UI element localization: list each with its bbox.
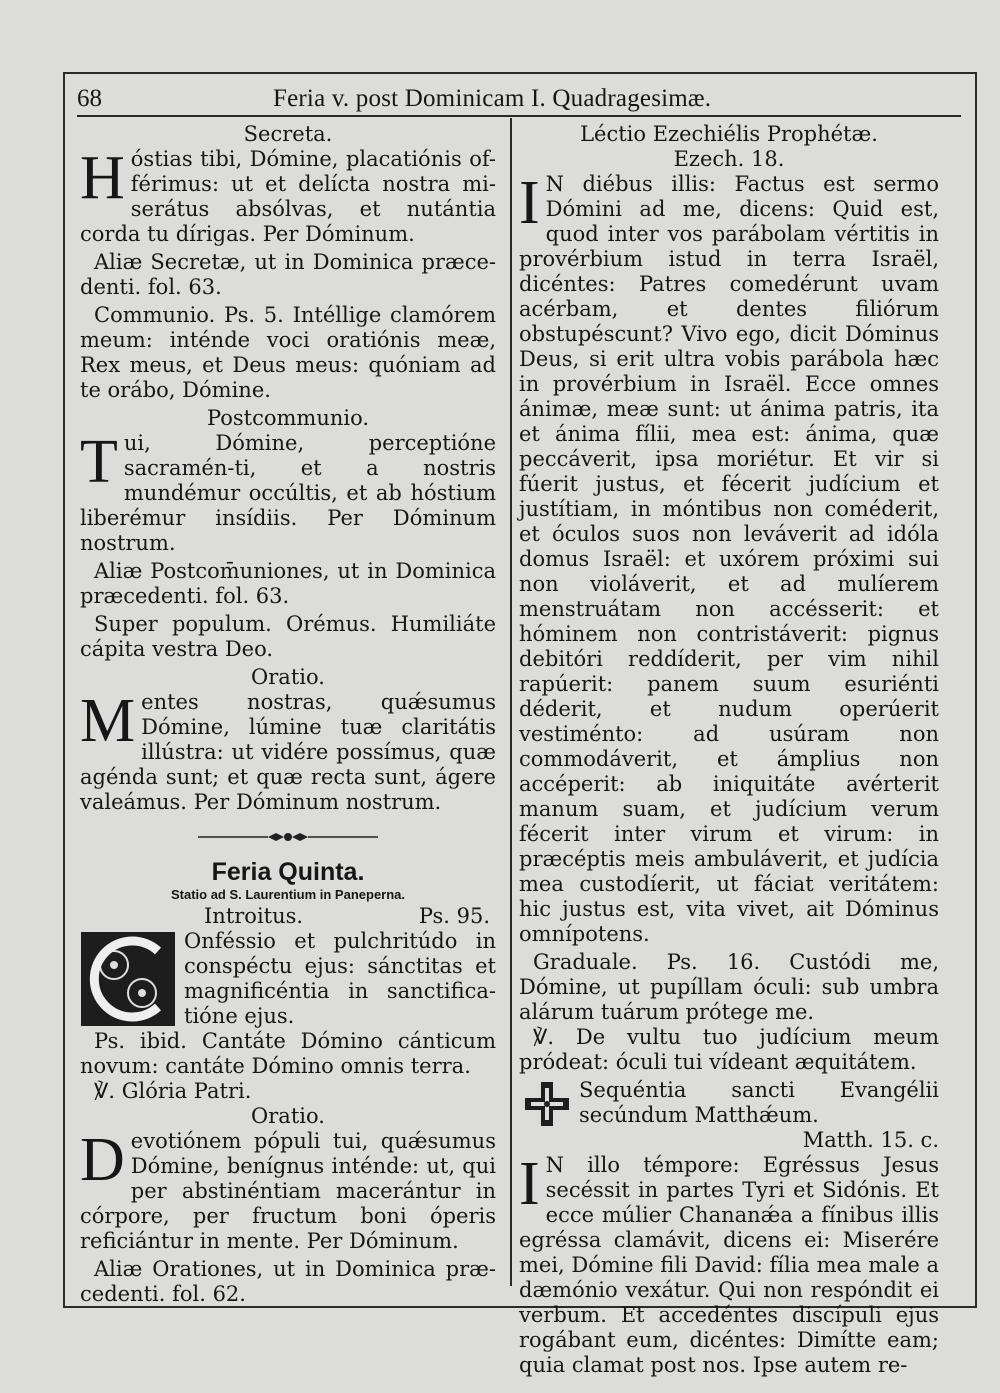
introitus-ref: Ps. 95. (418, 904, 490, 928)
super-populum: Super populum. Orémus. Humiliáte cápita vestra Deo. (80, 612, 496, 661)
drop-cap-d: D (80, 1126, 125, 1194)
oratio2-text: evotiónem pópuli tui, quǽsumus Dómine, benígnus inténde: ut, qui per abstinéntiam macerántur in córpore, per fructum boni óperis reficiántur in mente. Per Dóminum. (80, 1129, 496, 1253)
aliae-postcommuniones: Aliæ Postcom̄uniones, ut in Dominica præcedenti. fol. 63. (80, 559, 496, 608)
aliae-orationes: Aliæ Orationes, ut in Dominica præ-cedenti. fol. 62. (80, 1257, 496, 1306)
oratio2-paragraph (80, 1126, 496, 1254)
aliae-secretae: Aliæ Secretæ, ut in Dominica præce-denti. fol. 63. (80, 250, 496, 299)
oratio-text: entes nostras, quǽsumus Dómine, lúmine tuæ claritátis illústra: ut vidére possímus, quæ agénda sunt; et quæ recta sunt, ágere valeámus. Per Dóminum nostrum. (80, 690, 496, 814)
postcommunio-paragraph (80, 428, 496, 556)
gloria-patri: ℣. Glória Patri. (94, 1079, 252, 1103)
secreta-paragraph (80, 144, 496, 247)
drop-cap-i: I (519, 169, 540, 237)
lectio-title: Léctio Ezechiélis Prophétæ. (580, 122, 878, 146)
oratio2-title: Oratio. (251, 1104, 325, 1128)
sequentia-heading (519, 1078, 939, 1152)
psalm-verse: Ps. ibid. Cantáte Dómino cánticum novum: cantáte Dómino omnis terra. (80, 1029, 496, 1078)
column-divider (510, 118, 512, 1286)
page-number: 68 (77, 85, 102, 112)
introitus-heading (80, 904, 496, 929)
ornamental-initial-c (80, 931, 176, 1027)
lectio-text: N diébus illis: Factus est sermo Dómini ad me, dicens: Quid est, quod inter vos parábolam vértitis in provérbium istud in terra Israël, dicéntes: Patres comedérunt uvam acérbam, et dentes filiórum obstupéscunt? Vivo ego, dicit Dóminus Deus, si erit ultra vobis parábola hæc in provérbium in Israël. Ecce omnes ánimæ, meæ sunt: ut ánima patris, ita et ánima fílii, mea est: ánima, quæ peccáverit, ipsa moriétur. Et vir si fúerit justus, et fécerit judícium et justítiam, in móntibus non coméderit, et óculos suos non leváverit ad idóla domus Israël: et uxórem próximi sui non violáverit, et ad mulíerem menstruátam non accésserit: et hóminem non contristáverit: pignus debitóri reddíderit, per vim nihil rapúerit: panem suum esuriénti déderit, et nudum operúerit vestiménto: ad usúram non commodáverit, et ámplius non accéperit: ab iniquitáte avérterit manum suam, et judícium verum fécerit inter virum et virum: in præcéptis meis ambuláverit, et judícia mea custodíerit, ut fáciat veritátem: hic justus est, vita vivet, ait Dóminus omnípotens. (519, 172, 939, 946)
lectio-paragraph (519, 169, 939, 947)
cross-icon (523, 1080, 571, 1128)
feast-title: Feria Quinta. (211, 858, 365, 886)
gospel-text: N illo témpore: Egréssus Jesus secéssit in partes Tyri et Sidónis. Et ecce múlier Chananǽa a fínibus illis egréssa clamávit, dicens ei: Miserére mei, Dómine fili David: fília mea male a dæmónio vexátur. Qui non respóndit ei verbum. Et accedéntes discípuli ejus rogábant eum, dicéntes: Dimítte eam; quia clamat post nos. Ipse autem re- (519, 1153, 939, 1377)
sequentia-text: Sequéntia sancti Evangélii secúndum Matthǽum. (579, 1078, 939, 1127)
communio: Communio. Ps. 5. Intéllige clamórem meum: inténde voci oratiónis meæ, Rex meus, et Deus meus: quóniam ad te orábo, Dómine. (80, 303, 496, 402)
ornament-icon (198, 830, 378, 844)
right-column (519, 122, 939, 1377)
sequentia-ref: Matth. 15. c. (802, 1128, 939, 1152)
postcommunio-text: ui, Dómine, perceptióne sacramén-ti, et a nostris mundémur occúltis, et ab hóstium liberémur insídiis. Per Dóminum nostrum. (80, 431, 496, 555)
page-header (77, 80, 963, 116)
oratio-paragraph (80, 687, 496, 815)
secreta-text: óstias tibi, Dómine, placatiónis of-férimus: ut et delícta nostra mi-serátus absólvas, et nutántia corda tu dírigas. Per Dóminum. (80, 147, 496, 246)
drop-cap-t: T (80, 428, 118, 496)
ornament-divider (80, 825, 496, 850)
gospel-paragraph (519, 1150, 939, 1378)
introitus-text: Onféssio et pulchritúdo in conspéctu ejus: sánctitas et magnificéntia in sanctifica-tióne ejus. (184, 929, 496, 1028)
lectio-ref: Ezech. 18. (673, 147, 785, 171)
postcommunio-title: Postcommunio. (206, 406, 370, 430)
drop-cap-i2: I (519, 1150, 540, 1218)
running-title: Feria v. post Dominicam I. Quadragesimæ. (273, 85, 712, 112)
graduale: Graduale. Ps. 16. Custódi me, Dómine, ut pupíllam óculi: sub umbra alárum tuárum prótege me. (519, 950, 939, 1024)
introitus-paragraph (80, 929, 496, 1029)
drop-cap-m: M (80, 687, 136, 755)
graduale-versus: ℣. De vultu tuo judícium meum pródeat: óculi tui vídeant æquitátem. (519, 1025, 939, 1074)
drop-cap-h: H (80, 144, 125, 212)
introitus-label: Introitus. (204, 904, 304, 928)
left-column (80, 122, 496, 1306)
secreta-title: Secreta. (243, 122, 333, 146)
oratio-title: Oratio. (251, 665, 325, 689)
statio-line: Statio ad S. Laurentium in Paneperna. (170, 887, 406, 902)
header-rule (77, 115, 961, 117)
